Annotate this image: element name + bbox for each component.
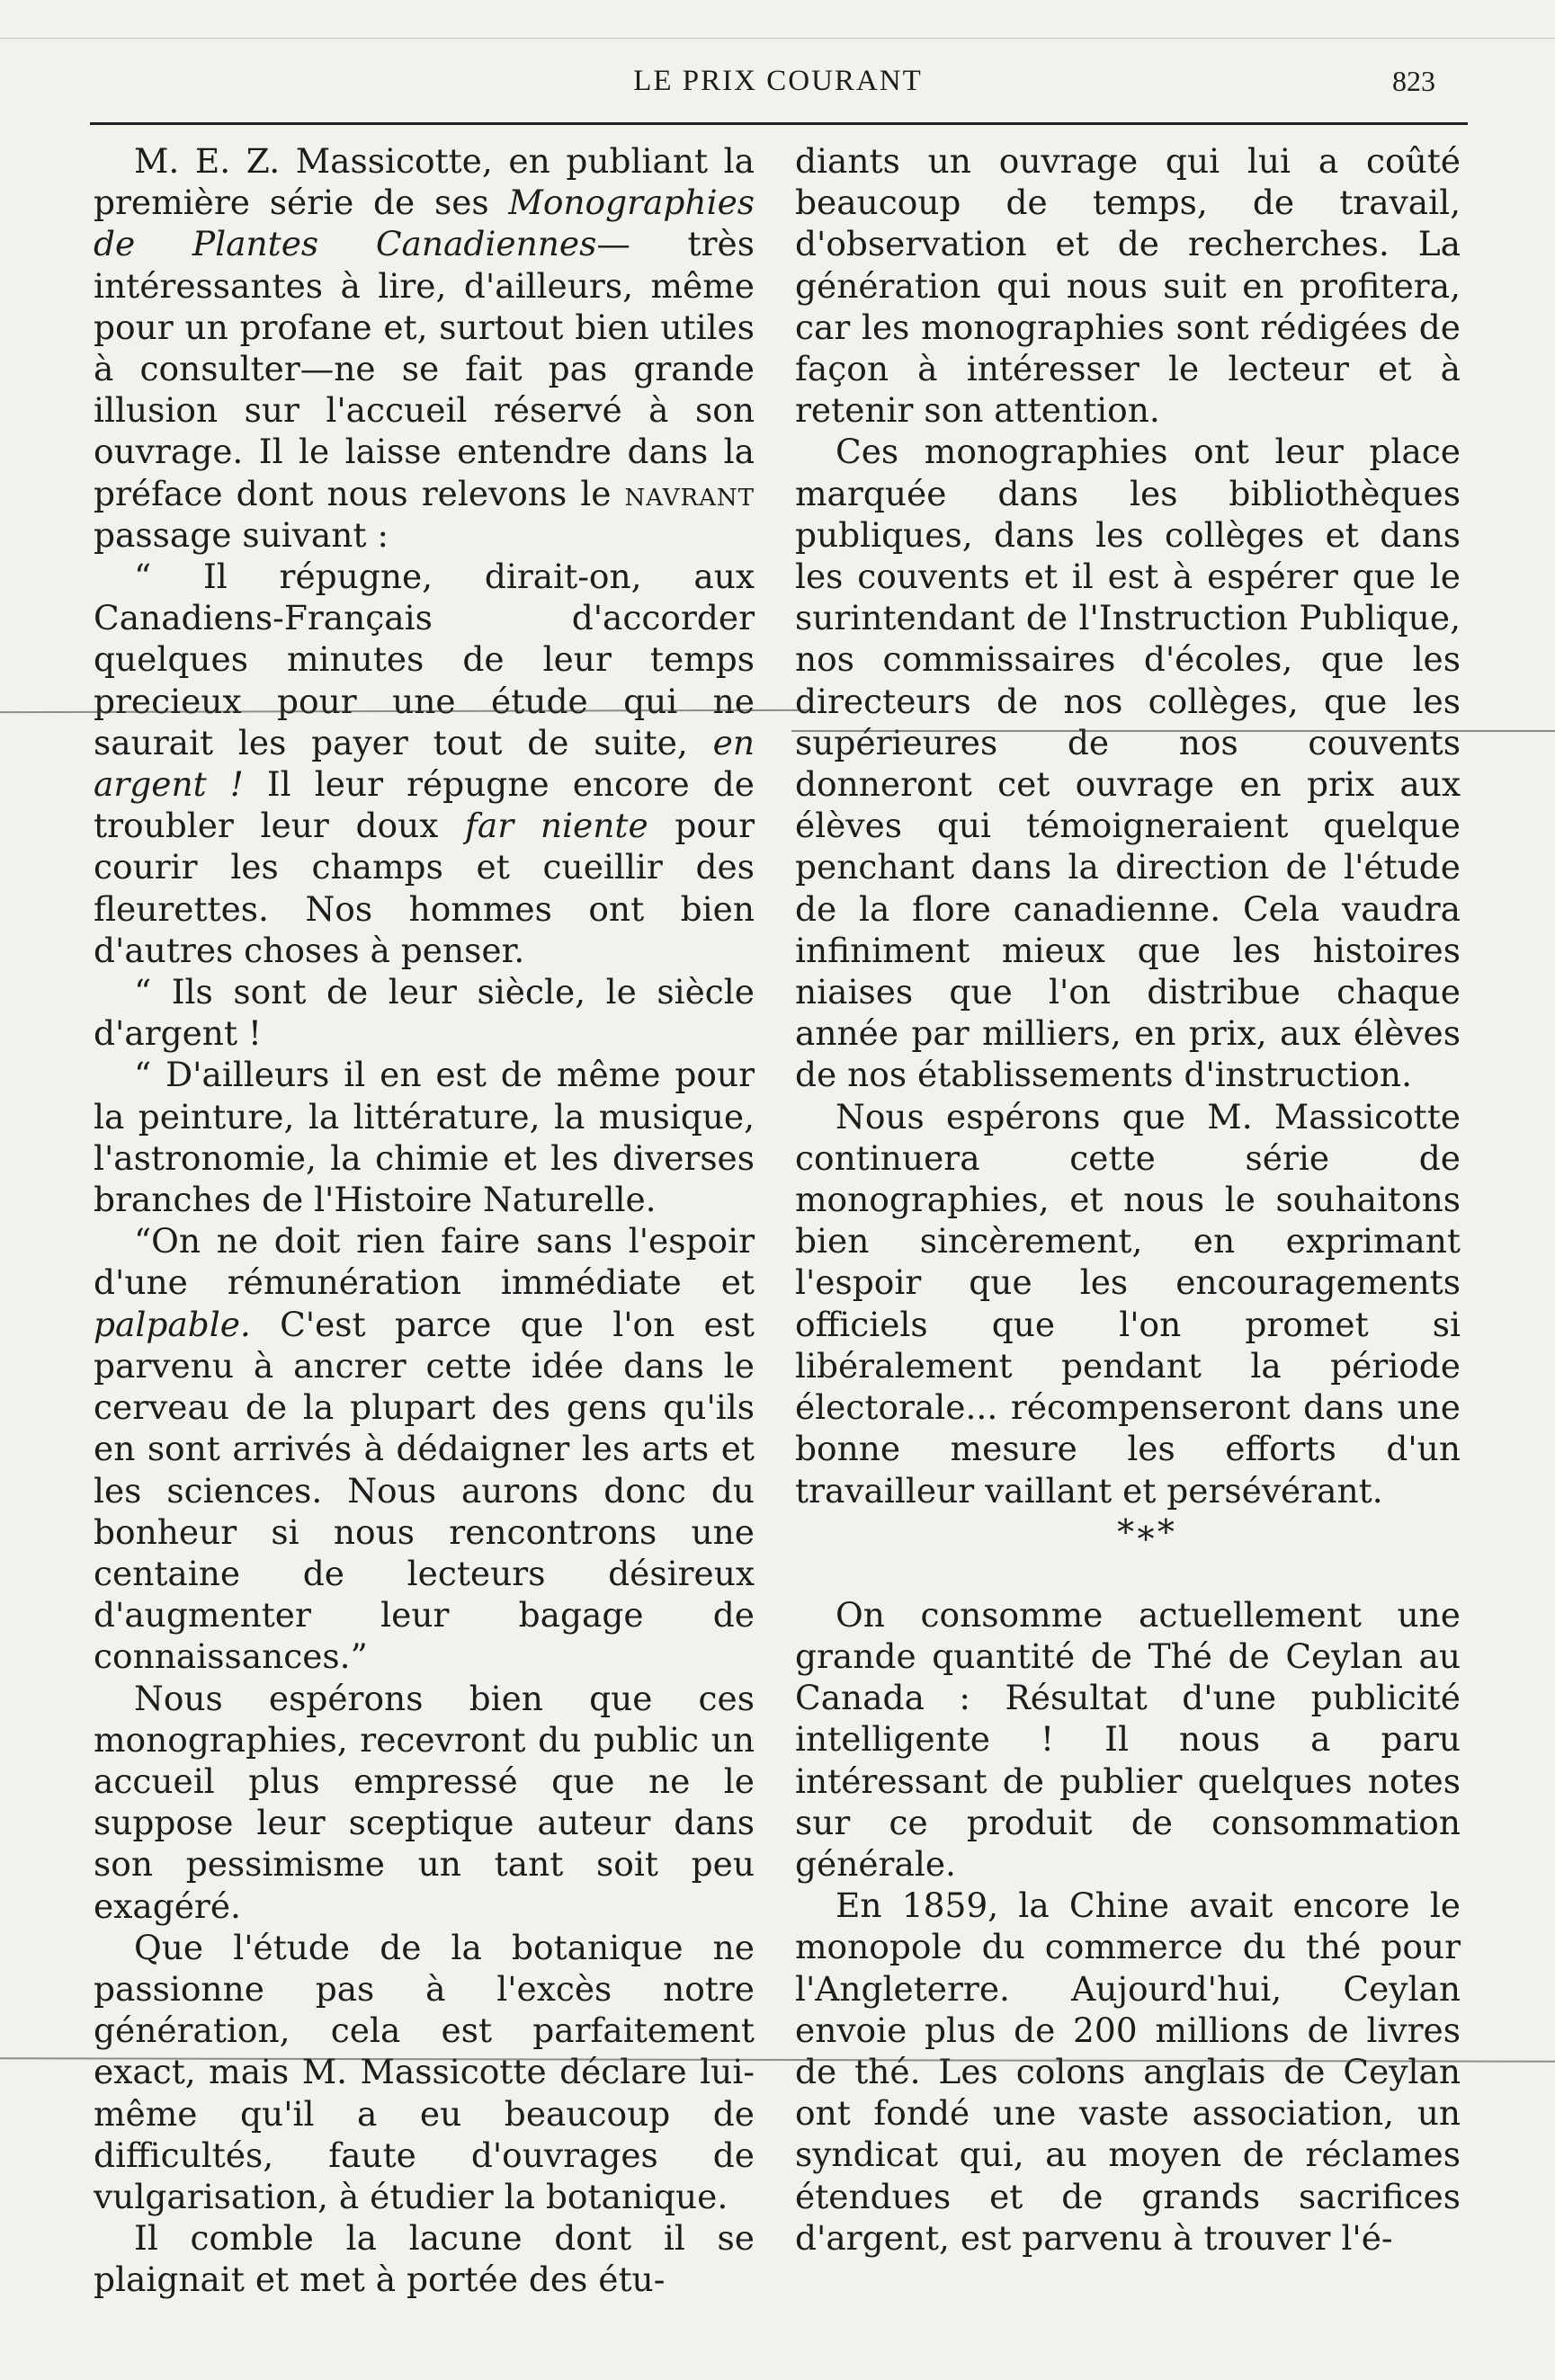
paragraph-ceylon-tea: On consomme actuellement une grande quantité de Thé de Ceylan au Canada : Résultat d'une publicité intelligente ! Il nous a paru intéressant de publier quelques notes sur ce produit de consommation générale. (795, 1594, 1461, 1884)
header-rule (90, 122, 1468, 125)
right-column (795, 140, 1461, 2298)
paragraph-quote-4: “On ne doit rien faire sans l'espoir d'une rémunération immédiate et palpable. C'est parce que l'on est parvenu à ancrer cette idée dans le cerveau de la plupart des gens qu'ils en sont arrivés à dédaigner les arts et les sciences. Nous aurons donc du bonheur si nous rencontrons une centaine de lecteurs désireux d'augmenter leur bagage de connaissances.” (94, 1221, 755, 1677)
paragraph-botany: Que l'étude de la botanique ne passionne pas à l'excès notre génération, cela est parfaitement exact, mais M. Massicotte déclare lui-même qu'il a eu beaucoup de difficultés, faute d'ouvrages de vulgarisation, à étudier la botanique. (94, 1927, 755, 2216)
paragraph-lacune: Il comble la lacune dont il se plaignait et met à portée des étu- (94, 2218, 755, 2300)
scan-artifact-line (791, 730, 1555, 732)
paragraph-quote-1: “ Il répugne, dirait-on, aux Canadiens-Français d'accorder quelques minutes de leur temps precieux pour une étude qui ne saurait les payer tout de suite, en argent ! Il leur répugne encore de troubler leur doux far niente pour courir les champs et cueillir des fleurettes. Nos hommes ont bien d'autres choses à penser. (94, 557, 755, 970)
paragraph-hope: Nous espérons bien que ces monographies, recevront du public un accueil plus empressé que ne le suppose leur sceptique auteur dans son pessimisme un tant soit peu exagéré. (94, 1678, 755, 1926)
paragraph-china-monopoly: En 1859, la Chine avait encore le monopole du commerce du thé pour l'Angleterre. Aujourd'hui, Ceylan envoie plus de 200 millions de livres de thé. Les colons anglais de Ceylan ont fondé une vaste association, un syndicat qui, au moyen de réclames étendues et de grands sacrifices d'argent, est parvenu à trouver l'é- (795, 1885, 1461, 2258)
running-title: LE PRIX COURANT (633, 65, 923, 97)
scan-edge-line (0, 38, 1555, 39)
paragraph-libraries: Ces monographies ont leur place marquée dans les bibliothèques publiques, dans les collèges et dans les couvents et il est à espérer que le surintendant de l'Instruction Publique, nos commissaires d'écoles, que les directeurs de nos collèges, que les supérieures de nos couvents donneront cet ouvrage en prix aux élèves qui témoigneraient quelque penchant dans la direction de l'étude de la flore canadienne. Cela vaudra infiniment mieux que les histoires niaises que l'on distribue chaque année par milliers, en prix, aux élèves de nos établissements d'instruction. (795, 432, 1461, 1095)
section-separator-asterism: *∗* (1117, 1511, 1175, 1552)
paragraph-quote-2: “ Ils sont de leur siècle, le siècle d'argent ! (94, 972, 755, 1054)
paragraph-quote-3: “ D'ailleurs il en est de même pour la peinture, la littérature, la musique, l'astronomie, la chimie et les diverses branches de l'Histoire Naturelle. (94, 1055, 755, 1220)
page-number: 823 (1392, 65, 1435, 97)
book-title: Monographies de Plantes Canadiennes (94, 183, 755, 264)
paragraph-massicotte-intro: M. E. Z. Massicotte, en publiant la première série de ses Monographies de Plantes Canadiennes— très intéressantes à lire, d'ailleurs, même pour un profane et, surtout bien utiles à consulter—ne se fait pas grande illusion sur l'accueil réservé à son ouvrage. Il le laisse entendre dans la préface dont nous relevons le navrant passage suivant : (94, 141, 755, 555)
page-header (90, 59, 1466, 108)
paragraph-continue-series: Nous espérons que M. Massicotte continuera cette série de monographies, et nous le souhaitons bien sincèrement, en exprimant l'espoir que les encouragements officiels que l'on promet si libéralement pendant la période électorale... récompenseront dans une bonne mesure les efforts d'un travailleur vaillant et persévérant. (795, 1096, 1461, 1511)
left-column (94, 140, 755, 2298)
paragraph-continuation: diants un ouvrage qui lui a coûté beaucoup de temps, de travail, d'observation et de recherches. La génération qui nous suit en profitera, car les monographies sont rédigées de façon à intéresser le lecteur et à retenir son attention. (795, 141, 1461, 431)
